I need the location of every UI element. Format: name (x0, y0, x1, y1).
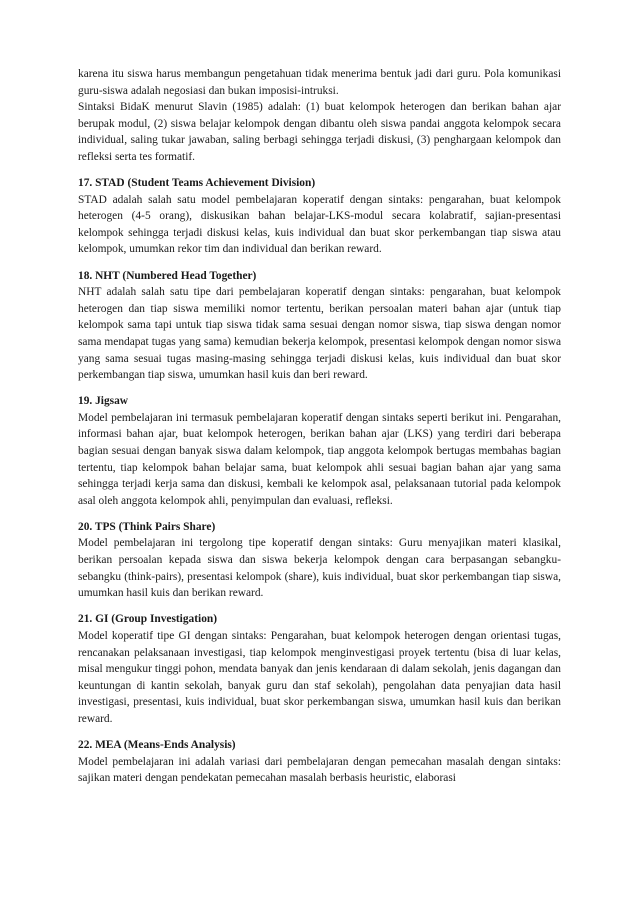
section-tps (78, 519, 561, 602)
section-body: Model pembelajaran ini adalah variasi dari pembelajaran dengan pemecahan masalah dengan sintaks: sajikan materi dengan pendekatan pemecahan masalah berbasis heuristic, elaborasi (78, 755, 561, 785)
page-content (78, 66, 561, 787)
section-body: Model pembelajaran ini termasuk pembelajaran koperatif dengan sintaks seperti berikut ini. Pengarahan, informasi bahan ajar, buat kelompok heterogen, berikan bahan ajar (LKS) yang terdiri dari beberapa bagian sesuai dengan banyak siswa dalam kelompok, tiap anggota kelompok bertugas membahas bagian tertentu, tiap kelompok bahan belajar sama, buat kelompok ahli sesuai bagian bahan ajar yang sama sehingga terjadi kerja sama dan diskusi, kembali ke kelompok asal, pelaksanaan tutorial pada kelompok asal oleh anggota kelompok ahli, penyimpulan dan evaluasi, refleksi. (78, 411, 561, 507)
section-body: Model pembelajaran ini tergolong tipe koperatif dengan sintaks: Guru menyajikan materi klasikal, berikan persoalan kepada siswa dan siswa bekerja kelompok dengan cara berpasangan sebangku-sebangku (think-pairs), presentasi kelompok (share), kuis individual, buat skor perkembangan tiap siswa, umumkan hasil kuis dan berikan reward. (78, 537, 561, 600)
section-heading: 17. STAD (Student Teams Achievement Division) (78, 177, 316, 190)
section-heading: 22. MEA (Means-Ends Analysis) (78, 738, 236, 751)
section-mea (78, 737, 561, 787)
section-heading: 19. Jigsaw (78, 395, 128, 408)
section-body: NHT adalah salah satu tipe dari pembelajaran koperatif dengan sintaks: pengarahan, buat kelompok heterogen dan tiap siswa memiliki nomor tertentu, berikan persoalan materi bahan ajar (untuk tiap kelompok sama tapi untuk tiap siswa tidak sama sesuai dengan nomor siswa, tiap siswa dengan nomor sama mendapat tugas yang sama) kemudian bekerja kelompok, presentasi kelompok dengan nomor siswa yang sama sesuai tugas masing-masing sehingga terjadi diskusi kelas, kuis individual dan buat skor perkembangan tiap siswa, umumkan hasil kuis dan beri reward. (78, 286, 561, 382)
section-nht (78, 268, 561, 384)
intro-paragraph: Sintaksi BidaK menurut Slavin (1985) adalah: (1) buat kelompok heterogen dan berikan bahan ajar berupak modul, (2) siswa belajar kelompok dengan dibantu oleh siswa pandai anggota kelompok secara individual, saling tukar jawaban, saling berbagi sehingga terjadi diskusi, (3) penghargaan kelompok dan refleksi serta tes formatif. (78, 101, 561, 163)
section-heading: 20. TPS (Think Pairs Share) (78, 520, 216, 533)
section-heading: 18. NHT (Numbered Head Together) (78, 269, 257, 282)
intro-paragraph: karena itu siswa harus membangun pengetahuan tidak menerima bentuk jadi dari guru. Pola komunikasi guru-siswa adalah negosiasi dan bukan imposisi-intruksi. (78, 68, 561, 97)
section-jigsaw (78, 393, 561, 509)
intro-block (78, 66, 561, 166)
section-heading: 21. GI (Group Investigation) (78, 613, 218, 626)
section-stad (78, 175, 561, 258)
section-body: STAD adalah salah satu model pembelajaran koperatif dengan sintaks: pengarahan, buat kelompok heterogen (4-5 orang), diskusikan bahan belajar-LKS-modul secara kolabratif, sajian-presentasi kelompok sehingga terjadi diskusi kelas, kuis individual dan buat skor perkembangan tiap siswa atau kelompok, umumkan rekor tim dan individual dan berikan reward. (78, 193, 561, 256)
section-gi (78, 611, 561, 727)
section-body: Model koperatif tipe GI dengan sintaks: Pengarahan, buat kelompok heterogen dengan orientasi tugas, rencanakan pelaksanaan investigasi, tiap kelompok menginvestigasi proyek tertentu (bisa di luar kelas, misal mengukur tinggi pohon, mendata banyak dan jenis kendaraan di dalam sekolah, jenis dagangan dan keuntungan di kantin sekolah, banyak guru dan staf sekolah), pengolahan data penyajian data hasil investigasi, presentasi, kuis individual, buat skor perkembangan siswa, umumkan hasil kuis dan berikan reward. (78, 629, 561, 725)
